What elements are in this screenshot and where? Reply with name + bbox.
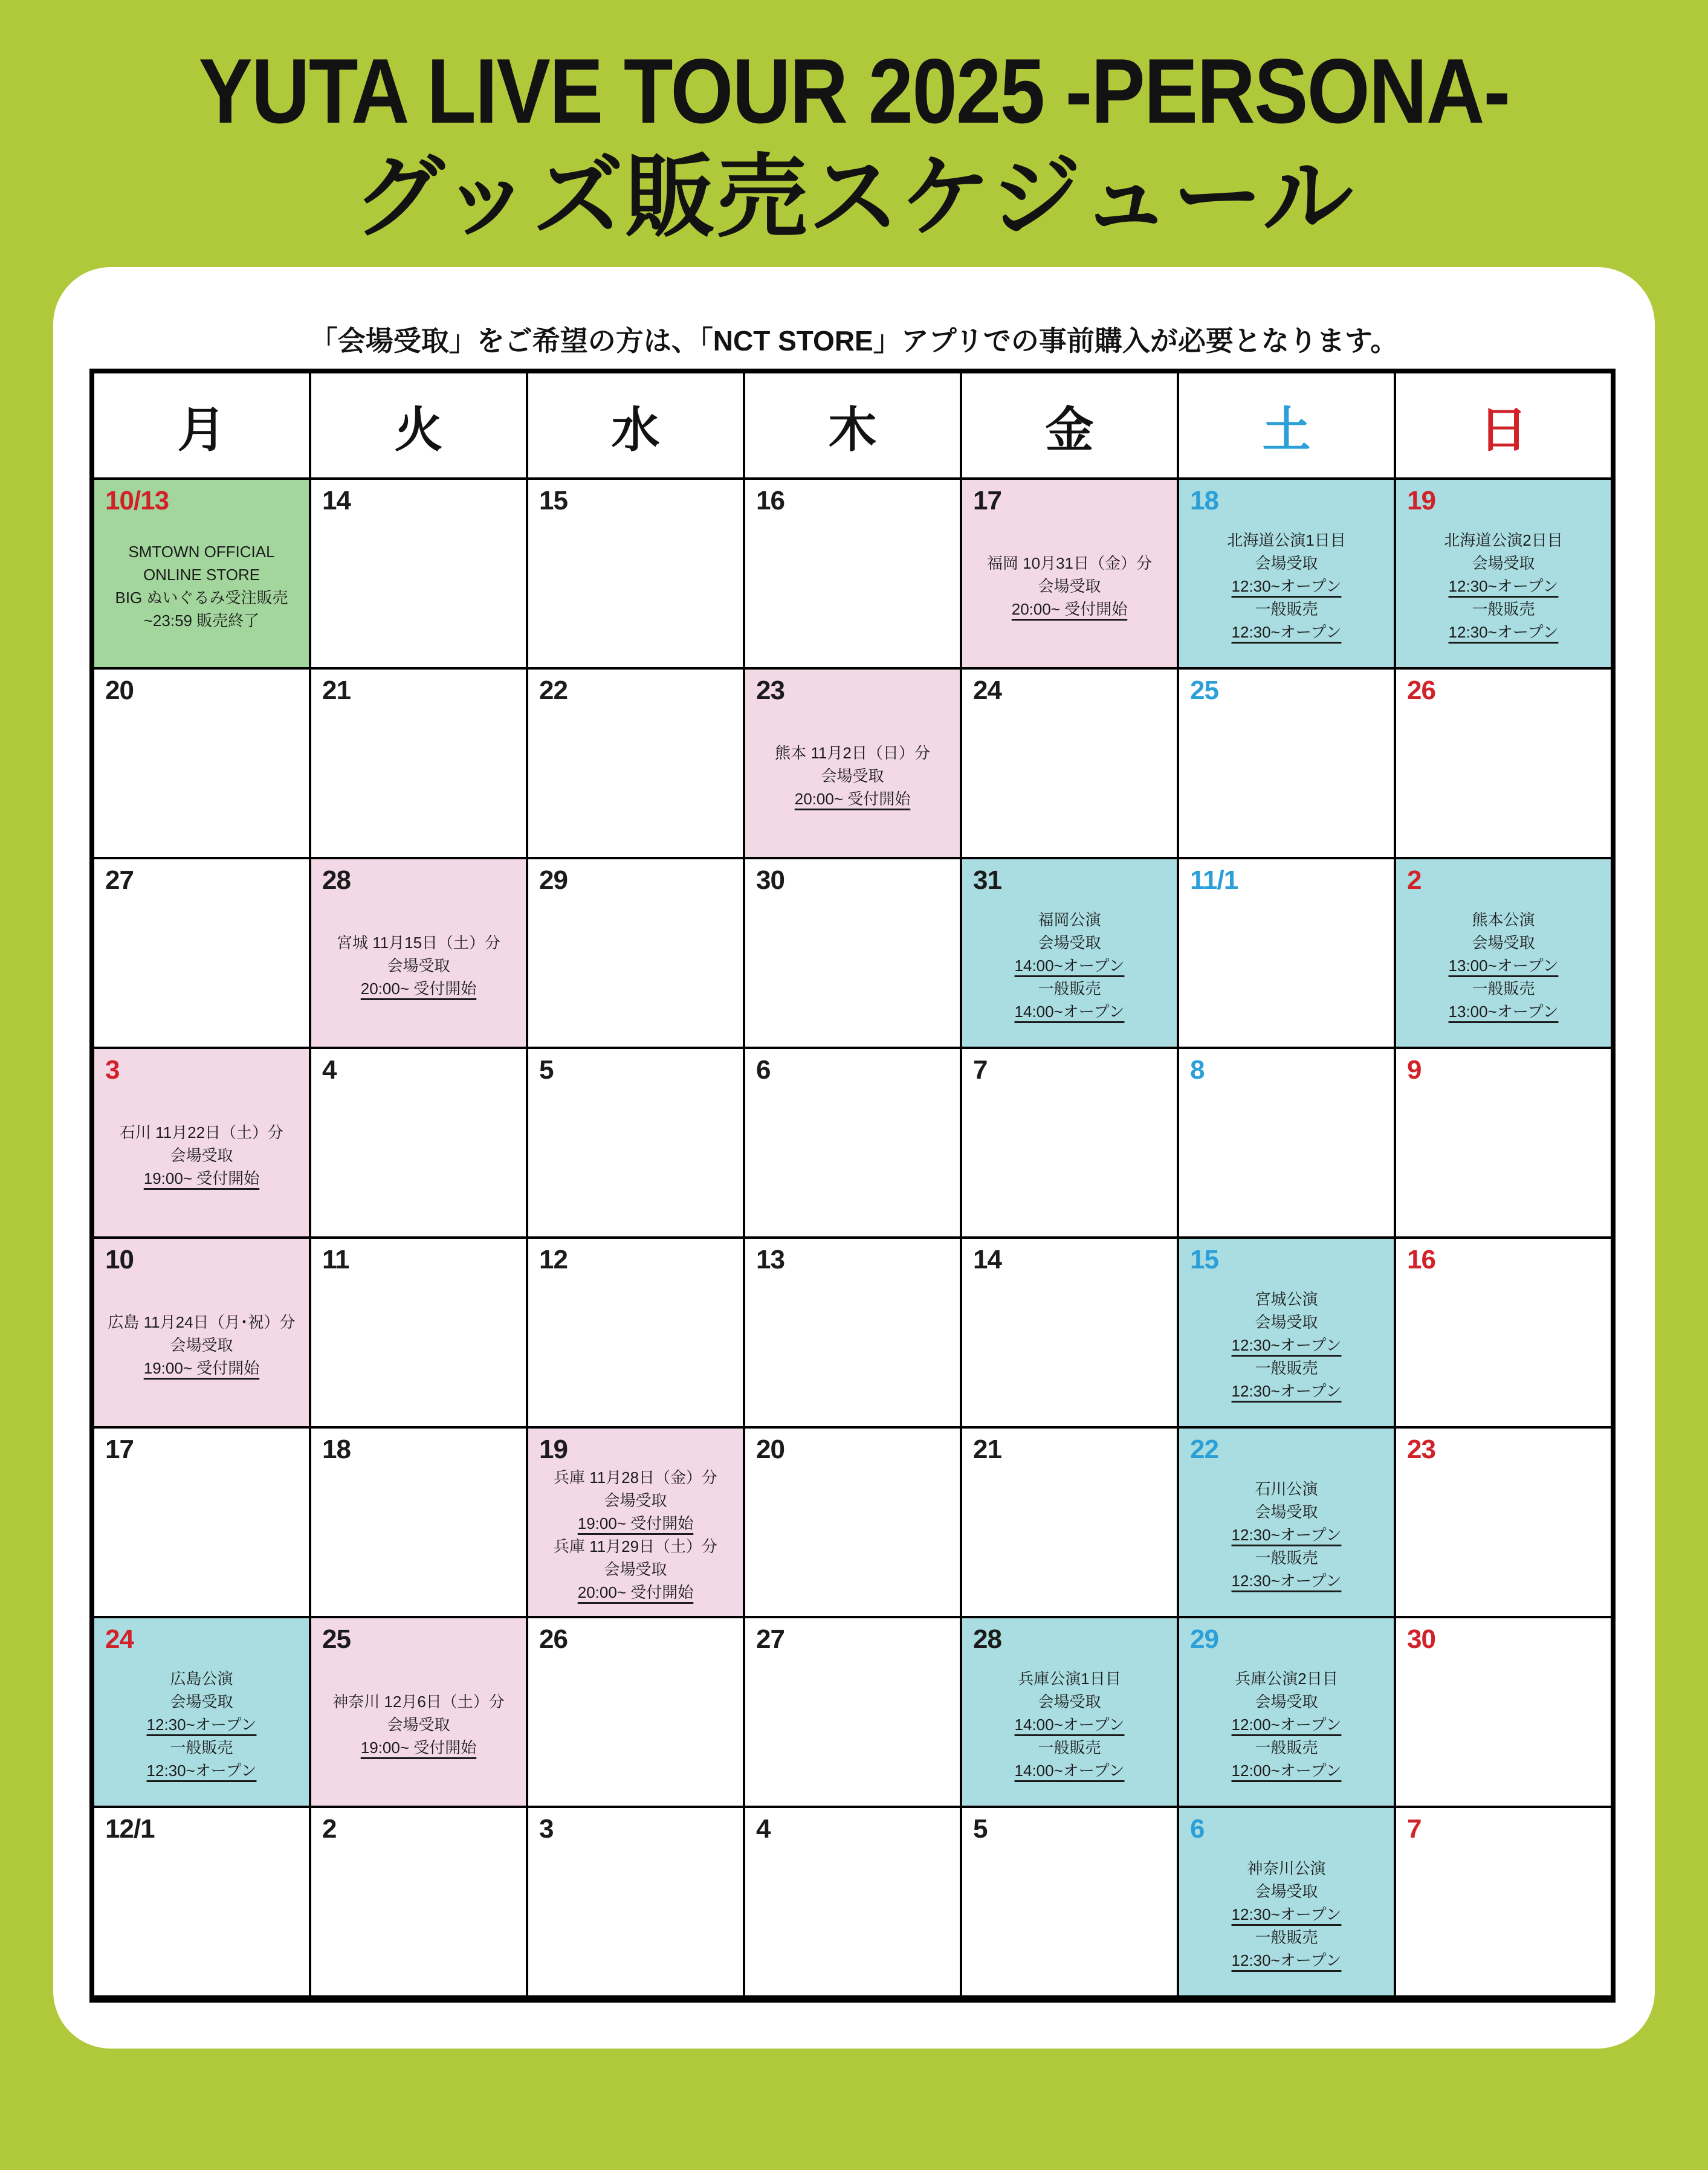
event-line: 20:00~ 受付開始 <box>794 790 911 809</box>
calendar-cell-24 <box>94 1618 309 1806</box>
date-number: 14 <box>322 486 351 515</box>
calendar-grid <box>89 369 1616 2003</box>
weekday-header-月: 月 <box>94 373 309 477</box>
date-number: 24 <box>973 676 1001 705</box>
calendar-cell-26 <box>528 1618 743 1806</box>
event-line: 19:00~ 受付開始 <box>577 1514 694 1533</box>
date-number: 5 <box>973 1814 988 1844</box>
calendar-cell-12/1 <box>94 1808 309 1995</box>
event-line: ONLINE STORE <box>143 566 260 584</box>
calendar-cell-13 <box>745 1239 960 1426</box>
event-line: 北海道公演2日目 <box>1444 531 1563 550</box>
event-details <box>528 1464 743 1616</box>
event-line: 会場受取 <box>170 1336 233 1355</box>
date-number: 7 <box>973 1055 988 1085</box>
date-number: 2 <box>322 1814 337 1844</box>
weekday-header-日: 日 <box>1396 373 1611 477</box>
event-line: 北海道公演1日目 <box>1227 531 1346 550</box>
calendar-cell-2 <box>1396 859 1611 1047</box>
event-line: 石川公演 <box>1255 1480 1318 1499</box>
event-line: 会場受取 <box>821 767 884 786</box>
date-number: 19 <box>1407 486 1435 515</box>
date-number: 5 <box>539 1055 554 1085</box>
calendar-cell-20 <box>745 1429 960 1616</box>
date-number: 20 <box>756 1435 784 1464</box>
preorder-note: 「会場受取」をご希望の方は、「NCT STORE」アプリでの事前購入が必要となります。 <box>309 325 1399 357</box>
event-details <box>311 1653 526 1806</box>
event-line: 12:30~オープン <box>1231 1572 1342 1590</box>
date-number: 16 <box>756 486 784 515</box>
date-number: 6 <box>1190 1814 1205 1844</box>
calendar-cell-12 <box>528 1239 743 1426</box>
calendar-cell-4 <box>311 1049 526 1236</box>
calendar-cell-22 <box>528 670 743 857</box>
event-line: 熊本 11月2日（日）分 <box>775 744 930 763</box>
calendar-cell-26 <box>1396 670 1611 857</box>
event-line: 広島公演 <box>170 1670 233 1688</box>
calendar-cell-14 <box>311 480 526 667</box>
event-line: 一般販売 <box>1038 980 1101 998</box>
date-number: 15 <box>539 486 568 515</box>
event-line: 会場受取 <box>1038 1693 1101 1711</box>
event-details <box>1179 1464 1394 1616</box>
date-number: 29 <box>539 865 568 895</box>
event-details <box>1179 1843 1394 1995</box>
calendar-cell-7 <box>962 1049 1177 1236</box>
date-number: 17 <box>105 1435 134 1464</box>
event-line: 12:30~オープン <box>1231 1382 1342 1401</box>
schedule-card <box>53 267 1655 2049</box>
calendar-cell-4 <box>745 1808 960 1995</box>
event-line: 一般販売 <box>1255 1359 1318 1378</box>
calendar-cell-28 <box>311 859 526 1047</box>
event-details <box>311 894 526 1047</box>
event-details <box>94 1084 309 1236</box>
date-number: 16 <box>1407 1245 1435 1274</box>
event-details <box>94 1274 309 1426</box>
calendar-cell-23 <box>745 670 960 857</box>
calendar-cell-10/13 <box>94 480 309 667</box>
calendar-cell-7 <box>1396 1808 1611 1995</box>
event-line: 福岡 10月31日（金）分 <box>986 554 1153 573</box>
event-line: 会場受取 <box>1038 934 1101 952</box>
event-line: 一般販売 <box>1255 1928 1318 1947</box>
calendar-cell-11 <box>311 1239 526 1426</box>
event-line: 12:30~オープン <box>1231 1905 1342 1924</box>
calendar-cell-6 <box>745 1049 960 1236</box>
event-details <box>94 1653 309 1806</box>
calendar-cell-6 <box>1179 1808 1394 1995</box>
event-line: 14:00~オープン <box>1014 957 1125 975</box>
weekday-header-水: 水 <box>528 373 743 477</box>
date-number: 24 <box>105 1624 134 1654</box>
event-line: 兵庫 11月29日（土）分 <box>553 1537 718 1556</box>
calendar-cell-31 <box>962 859 1177 1047</box>
event-line: 12:30~オープン <box>1231 577 1342 596</box>
event-line: 12:30~オープン <box>1231 1526 1342 1545</box>
event-line: 兵庫 11月28日（金）分 <box>553 1468 718 1487</box>
calendar-cell-5 <box>528 1049 743 1236</box>
weekday-header-土: 土 <box>1179 373 1394 477</box>
event-line: 20:00~ 受付開始 <box>577 1583 694 1602</box>
date-number: 3 <box>105 1055 120 1085</box>
weekday-header-金: 金 <box>962 373 1177 477</box>
date-number: 31 <box>973 865 1001 895</box>
calendar-cell-15 <box>528 480 743 667</box>
date-number: 26 <box>1407 676 1435 705</box>
calendar-cell-18 <box>1179 480 1394 667</box>
event-line: 12:30~オープン <box>1231 1951 1342 1970</box>
date-number: 8 <box>1190 1055 1205 1085</box>
date-number: 10 <box>105 1245 134 1274</box>
date-number: 4 <box>756 1814 771 1844</box>
calendar-cell-15 <box>1179 1239 1394 1426</box>
event-line: 19:00~ 受付開始 <box>143 1169 260 1188</box>
calendar-cell-8 <box>1179 1049 1394 1236</box>
date-number: 21 <box>322 676 351 705</box>
date-number: 26 <box>539 1624 568 1654</box>
calendar-cell-10 <box>94 1239 309 1426</box>
date-number: 10/13 <box>105 486 169 515</box>
calendar-cell-17 <box>94 1429 309 1616</box>
calendar-cell-9 <box>1396 1049 1611 1236</box>
event-line: 会場受取 <box>1472 934 1535 952</box>
calendar-cell-5 <box>962 1808 1177 1995</box>
date-number: 25 <box>322 1624 351 1654</box>
date-number: 7 <box>1407 1814 1422 1844</box>
event-line: 兵庫公演2日目 <box>1235 1670 1338 1688</box>
event-line: 12:00~オープン <box>1231 1762 1342 1780</box>
event-line: 12:30~オープン <box>1448 623 1559 642</box>
date-number: 11/1 <box>1190 865 1238 895</box>
event-line: 一般販売 <box>1255 600 1318 619</box>
event-details <box>962 515 1177 667</box>
calendar-cell-30 <box>745 859 960 1047</box>
calendar-cell-22 <box>1179 1429 1394 1616</box>
event-line: 14:00~オープン <box>1014 1716 1125 1734</box>
date-number: 28 <box>322 865 351 895</box>
date-number: 30 <box>756 865 784 895</box>
event-line: 会場受取 <box>1255 1503 1318 1522</box>
calendar-cell-2 <box>311 1808 526 1995</box>
event-details <box>1179 515 1394 667</box>
date-number: 12/1 <box>105 1814 155 1844</box>
event-line: 一般販売 <box>1038 1739 1101 1757</box>
calendar-cell-21 <box>311 670 526 857</box>
date-number: 27 <box>105 865 134 895</box>
date-number: 22 <box>1190 1435 1218 1464</box>
event-line: 神奈川公演 <box>1247 1859 1326 1878</box>
event-line: 一般販売 <box>170 1739 233 1757</box>
event-line: 12:30~オープン <box>1231 1336 1342 1355</box>
event-line: 兵庫公演1日目 <box>1018 1670 1121 1688</box>
date-number: 4 <box>322 1055 337 1085</box>
event-details <box>962 894 1177 1047</box>
date-number: 19 <box>539 1435 568 1464</box>
calendar-cell-27 <box>94 859 309 1047</box>
calendar-cell-17 <box>962 480 1177 667</box>
date-number: 29 <box>1190 1624 1218 1654</box>
event-line: 会場受取 <box>1255 1693 1318 1711</box>
event-line: 19:00~ 受付開始 <box>143 1359 260 1378</box>
calendar-cell-3 <box>94 1049 309 1236</box>
event-line: 広島 11月24日（月･祝）分 <box>108 1313 296 1332</box>
event-line: 会場受取 <box>1038 577 1101 596</box>
calendar-cell-19 <box>528 1429 743 1616</box>
date-number: 18 <box>322 1435 351 1464</box>
event-line: 19:00~ 受付開始 <box>360 1739 477 1757</box>
event-line: 12:30~オープン <box>1231 623 1342 642</box>
event-details <box>1396 515 1611 667</box>
date-number: 30 <box>1407 1624 1435 1654</box>
event-line: 20:00~ 受付開始 <box>1011 600 1128 619</box>
event-line: 会場受取 <box>387 1716 450 1734</box>
tour-title: YUTA LIVE TOUR 2025 -PERSONA- <box>198 40 1510 143</box>
event-details <box>1179 1274 1394 1426</box>
event-line: 12:30~オープン <box>146 1716 257 1734</box>
date-number: 20 <box>105 676 134 705</box>
date-number: 6 <box>756 1055 771 1085</box>
event-line: 13:00~オープン <box>1448 957 1559 975</box>
event-line: 12:00~オープン <box>1231 1716 1342 1734</box>
date-number: 3 <box>539 1814 554 1844</box>
event-line: 会場受取 <box>387 957 450 975</box>
event-line: 一般販売 <box>1472 980 1535 998</box>
event-line: BIG ぬいぐるみ受注販売 <box>115 589 288 607</box>
date-number: 23 <box>756 676 784 705</box>
calendar-cell-24 <box>962 670 1177 857</box>
page-title: グッズ販売スケジュール <box>354 146 1354 248</box>
event-line: 宮城公演 <box>1255 1290 1318 1309</box>
event-line: 熊本公演 <box>1472 911 1535 929</box>
calendar-cell-20 <box>94 670 309 857</box>
event-line: 14:00~オープン <box>1014 1762 1125 1780</box>
event-details <box>1396 894 1611 1047</box>
event-line: 会場受取 <box>1255 554 1318 573</box>
calendar-cell-25 <box>1179 670 1394 857</box>
event-line: 13:00~オープン <box>1448 1003 1559 1021</box>
date-number: 15 <box>1190 1245 1218 1274</box>
event-line: 会場受取 <box>604 1491 667 1510</box>
event-line: 会場受取 <box>1472 554 1535 573</box>
event-details <box>745 705 960 857</box>
event-details <box>1179 1653 1394 1806</box>
event-line: 一般販売 <box>1255 1549 1318 1568</box>
calendar-cell-27 <box>745 1618 960 1806</box>
date-number: 14 <box>973 1245 1001 1274</box>
calendar-cell-21 <box>962 1429 1177 1616</box>
event-line: 20:00~ 受付開始 <box>360 980 477 998</box>
calendar-cell-19 <box>1396 480 1611 667</box>
event-details <box>94 515 309 667</box>
date-number: 18 <box>1190 486 1218 515</box>
event-line: 福岡公演 <box>1038 911 1101 929</box>
calendar-cell-3 <box>528 1808 743 1995</box>
event-line: 12:30~オープン <box>1448 577 1559 596</box>
date-number: 2 <box>1407 865 1422 895</box>
event-line: 神奈川 12月6日（土）分 <box>332 1693 505 1711</box>
weekday-header-火: 火 <box>311 373 526 477</box>
event-line: 会場受取 <box>1255 1882 1318 1901</box>
date-number: 13 <box>756 1245 784 1274</box>
event-line: 会場受取 <box>1255 1313 1318 1332</box>
date-number: 28 <box>973 1624 1001 1654</box>
event-line: SMTOWN OFFICIAL <box>128 543 275 561</box>
calendar-cell-11/1 <box>1179 859 1394 1047</box>
calendar-cell-29 <box>1179 1618 1394 1806</box>
event-line: 一般販売 <box>1472 600 1535 619</box>
event-line: 14:00~オープン <box>1014 1003 1125 1021</box>
date-number: 9 <box>1407 1055 1422 1085</box>
calendar-cell-28 <box>962 1618 1177 1806</box>
calendar-cell-16 <box>1396 1239 1611 1426</box>
event-details <box>962 1653 1177 1806</box>
event-line: 12:30~オープン <box>146 1762 257 1780</box>
event-line: 会場受取 <box>170 1146 233 1165</box>
event-line: ~23:59 販売終了 <box>143 612 260 630</box>
date-number: 11 <box>322 1245 349 1274</box>
event-line: 一般販売 <box>1255 1739 1318 1757</box>
date-number: 27 <box>756 1624 784 1654</box>
event-line: 会場受取 <box>604 1560 667 1579</box>
date-number: 23 <box>1407 1435 1435 1464</box>
date-number: 17 <box>973 486 1001 515</box>
calendar-cell-29 <box>528 859 743 1047</box>
calendar-cell-25 <box>311 1618 526 1806</box>
date-number: 22 <box>539 676 568 705</box>
calendar-cell-16 <box>745 480 960 667</box>
weekday-header-木: 木 <box>745 373 960 477</box>
date-number: 12 <box>539 1245 568 1274</box>
calendar-cell-14 <box>962 1239 1177 1426</box>
calendar-cell-30 <box>1396 1618 1611 1806</box>
event-line: 会場受取 <box>170 1693 233 1711</box>
date-number: 25 <box>1190 676 1218 705</box>
event-line: 石川 11月22日（土）分 <box>119 1123 284 1142</box>
calendar-cell-23 <box>1396 1429 1611 1616</box>
event-line: 宮城 11月15日（土）分 <box>336 934 501 952</box>
calendar-cell-18 <box>311 1429 526 1616</box>
date-number: 21 <box>973 1435 1001 1464</box>
